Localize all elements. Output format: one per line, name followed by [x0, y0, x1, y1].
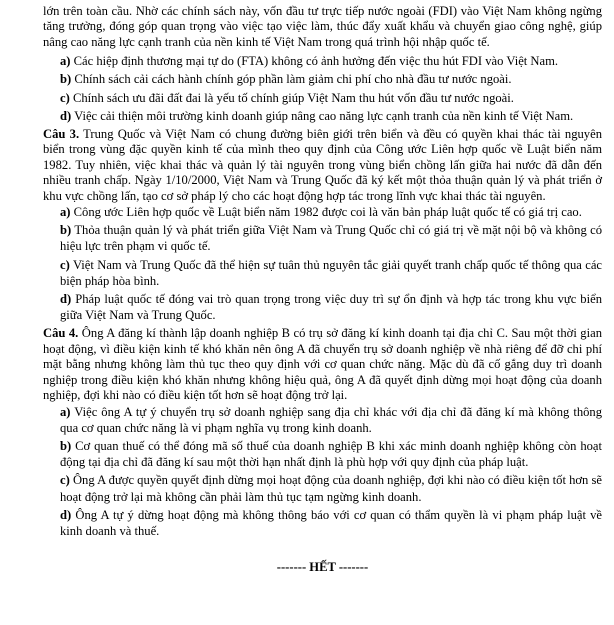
question-3	[43, 127, 602, 204]
option-text: Các hiệp định thương mại tự do (FTA) không có ảnh hưởng đến việc thu hút FDI vào Việt Nam.	[73, 54, 559, 69]
option-2a	[60, 53, 602, 69]
option-text: Công ước Liên hợp quốc về Luật biển năm 1982 được coi là văn bản pháp luật quốc tế có giá trị cao.	[73, 205, 582, 220]
option-letter: c)	[60, 257, 70, 272]
option-text: Ông A được quyền quyết định dừng mọi hoạt động của doanh nghiệp, đợi khi nào có điều kiện tốt hơn sẽ hoạt động trở lại mà không cần phải làm thủ tục tạm ngừng kinh doanh.	[60, 473, 602, 504]
option-2c	[60, 90, 602, 106]
option-letter: d)	[60, 507, 72, 522]
option-letter: b)	[60, 438, 72, 453]
question-label: Câu 3.	[43, 127, 80, 142]
q4-options	[43, 404, 602, 540]
option-text: Cơ quan thuế có thể đóng mã số thuế của doanh nghiệp B khi xác minh doanh nghiệp không còn hoạt động tại địa chỉ đã đăng kí sau một thời hạn nhất định là phù hợp với quy định của pháp luật.	[60, 438, 602, 470]
option-letter: c)	[60, 90, 70, 105]
option-4c	[60, 472, 602, 504]
option-3d	[60, 291, 602, 323]
option-2d	[60, 108, 602, 124]
option-text: Chính sách cải cách hành chính góp phần làm giảm chi phí cho nhà đầu tư nước ngoài.	[74, 72, 512, 87]
option-letter: b)	[60, 223, 72, 238]
option-text: Ông A tự ý dừng hoạt động mà không thông báo với cơ quan có thẩm quyền là vi phạm pháp luật về kinh doanh và thuế.	[60, 507, 602, 538]
option-letter: c)	[60, 473, 70, 488]
option-3a	[60, 204, 602, 220]
option-3c	[60, 257, 602, 289]
option-text: Việc cải thiện môi trường kinh doanh giúp nâng cao năng lực cạnh tranh của nền kinh tế Việt Nam.	[74, 108, 574, 123]
option-letter: a)	[60, 404, 71, 419]
option-letter: b)	[60, 72, 72, 87]
option-3b	[60, 222, 602, 254]
option-text: Pháp luật quốc tế đóng vai trò quan trọng trong việc duy trì sự ổn định và hợp tác trong khu vực biển giữa Việt Nam và Trung Quốc.	[60, 292, 602, 323]
option-text: Thỏa thuận quản lý và phát triển giữa Việt Nam và Trung Quốc chỉ có giá trị về mặt nội bộ và không có hiệu lực trên phạm vi quốc tế.	[60, 223, 603, 254]
intro-paragraph: lớn trên toàn cầu. Nhờ các chính sách này, vốn đầu tư trực tiếp nước ngoài (FDI) vào Việt Nam không ngừng tăng trưởng, đóng góp quan trọng vào việc tạo việc làm, thúc đẩy xuất khẩu và chuyển giao công nghệ, giúp nâng cao năng lực cạnh tranh của nền kinh tế Việt Nam trong quá trình hội nhập quốc tế.	[43, 4, 602, 49]
question-text: Ông A đăng kí thành lập doanh nghiệp B có trụ sở đăng kí kinh doanh tại địa chỉ C. Sau một thời gian hoạt động, vì điều kiện kinh tế khó khăn nên ông A đã chuyển trụ sở doanh nghiệp về nhà riêng để đỡ chi phí mặt bằng nhưng không làm thủ tục theo quy định với cơ quan chức năng. Mặc dù đã cố gắng duy trì doanh nghiệp trong điều kiện khó khăn nhưng không hiệu quả, ông A đã quyết định dừng mọi hoạt động của doanh nghiệp, đợi khi nào có điều kiện tốt hơn sẽ hoạt động trở lại.	[43, 326, 602, 403]
option-text: Chính sách ưu đãi đất đai là yếu tố chính giúp Việt Nam thu hút vốn đầu tư nước ngoài.	[72, 90, 514, 105]
option-letter: d)	[60, 292, 72, 307]
end-mark: ------- HẾT -------	[276, 560, 369, 575]
option-text: Việt Nam và Trung Quốc đã thể hiện sự tuân thủ nguyên tắc giải quyết tranh chấp quốc tế thông qua các biện pháp hòa bình.	[60, 257, 603, 288]
option-4d	[60, 507, 602, 539]
option-4b	[60, 438, 602, 470]
option-4a	[60, 404, 602, 436]
option-letter: a)	[60, 205, 71, 220]
option-letter: d)	[60, 108, 72, 123]
option-letter: a)	[60, 54, 71, 69]
option-text: Việc ông A tự ý chuyển trụ sở doanh nghiệp sang địa chỉ khác với địa chỉ đã đăng kí mà không thông qua cơ quan chức năng là vi phạm nghĩa vụ trong kinh doanh.	[60, 404, 603, 435]
question-4	[43, 326, 602, 403]
question-label: Câu 4.	[43, 326, 79, 341]
question-text: Trung Quốc và Việt Nam có chung đường biên giới trên biển và đều có quyền khai thác tài nguyên biển trong vùng đặc quyền kinh tế của mình theo quy định của Công ước Liên hợp quốc về Luật biển năm 1982. Tuy nhiên, việc khai thác và quản lý tài nguyên trong vùng biển chồng lấn giữa hai nước đã dẫn đến nhiều tranh chấp. Ngày 1/10/2000, Việt Nam và Trung Quốc đã ký kết một thỏa thuận quản lý và phát triển ở khu vực chồng lấn, tạo cơ sở pháp lý cho các hoạt động hợp tác trong lĩnh vực khai thác tài nguyên.	[43, 127, 602, 203]
q2-options	[43, 53, 602, 124]
q3-options	[43, 204, 602, 323]
option-2b	[60, 71, 602, 87]
